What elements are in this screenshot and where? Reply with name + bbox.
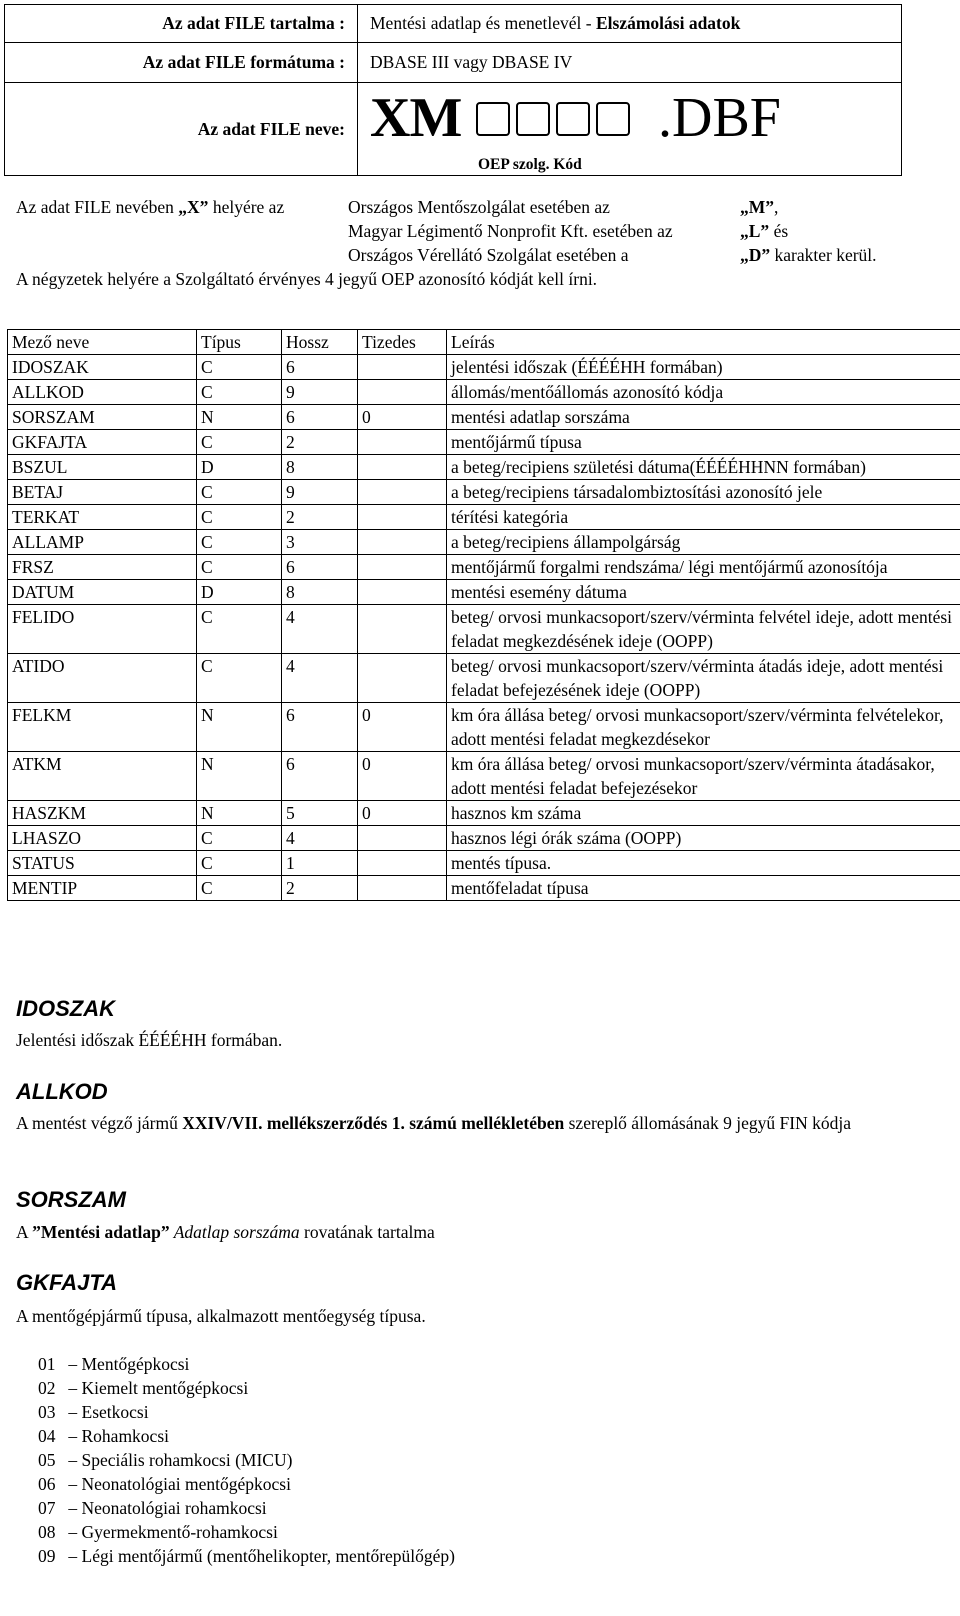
table-row bbox=[8, 654, 960, 703]
field-length: 6 bbox=[282, 703, 358, 752]
list-item bbox=[38, 1352, 455, 1376]
header-field-name: Mező neve bbox=[8, 330, 197, 355]
field-decimals bbox=[358, 480, 447, 505]
header-description: Leírás bbox=[447, 330, 960, 355]
table-row bbox=[8, 876, 960, 901]
code-box bbox=[516, 102, 550, 136]
content-value: Mentési adatlap és menetlevél - Elszámolási adatok bbox=[358, 5, 902, 43]
vehicle-label: – Speciális rohamkocsi (MICU) bbox=[68, 1450, 293, 1470]
field-decimals bbox=[358, 654, 447, 703]
field-length: 3 bbox=[282, 530, 358, 555]
field-length: 2 bbox=[282, 430, 358, 455]
char-d: „D” karakter kerül. bbox=[740, 245, 877, 265]
org-air-rescue: Magyar Légimentő Nonprofit Kft. esetében az bbox=[348, 221, 673, 241]
field-description: a beteg/recipiens születési dátuma(ÉÉÉÉHHNN formában) bbox=[447, 455, 960, 480]
fields-table bbox=[7, 329, 960, 901]
section-text-sorszam: A ”Mentési adatlap” Adatlap sorszáma rovatának tartalma bbox=[16, 1222, 435, 1242]
field-description: mentés típusa. bbox=[447, 851, 960, 876]
field-name: TERKAT bbox=[8, 505, 197, 530]
field-decimals bbox=[358, 580, 447, 605]
file-name-extension: .DBF bbox=[658, 87, 781, 149]
field-description: hasznos légi órák száma (OOPP) bbox=[447, 826, 960, 851]
table-row bbox=[8, 380, 960, 405]
list-item bbox=[38, 1520, 455, 1544]
field-description: a beteg/recipiens állampolgárság bbox=[447, 530, 960, 555]
field-length: 1 bbox=[282, 851, 358, 876]
vehicle-code: 02 bbox=[38, 1378, 56, 1398]
field-decimals bbox=[358, 851, 447, 876]
section-title-sorszam: SORSZAM bbox=[16, 1187, 126, 1212]
field-description: a beteg/recipiens társadalombiztosítási azonosító jele bbox=[447, 480, 960, 505]
field-name: DATUM bbox=[8, 580, 197, 605]
field-name: ALLKOD bbox=[8, 380, 197, 405]
vehicle-label: – Légi mentőjármű (mentőhelikopter, mentőrepülőgép) bbox=[68, 1546, 455, 1566]
table-row bbox=[8, 851, 960, 876]
content-label: Az adat FILE tartalma : bbox=[5, 5, 358, 43]
section-text-gkfajta: A mentőgépjármű típusa, alkalmazott mentőegység típusa. bbox=[16, 1306, 426, 1326]
field-decimals bbox=[358, 530, 447, 555]
field-length: 8 bbox=[282, 580, 358, 605]
table-header-row bbox=[8, 330, 960, 355]
field-decimals: 0 bbox=[358, 801, 447, 826]
section-title-gkfajta: GKFAJTA bbox=[16, 1270, 118, 1295]
field-length: 4 bbox=[282, 605, 358, 654]
format-label: Az adat FILE formátuma : bbox=[5, 43, 358, 83]
vehicle-code-list bbox=[38, 1352, 455, 1568]
table-row bbox=[8, 580, 960, 605]
field-description: mentőfeladat típusa bbox=[447, 876, 960, 901]
table-row bbox=[8, 530, 960, 555]
field-description: mentőjármű forgalmi rendszáma/ légi mentőjármű azonosítója bbox=[447, 555, 960, 580]
section-title-idoszak: IDOSZAK bbox=[16, 996, 115, 1021]
table-row bbox=[8, 752, 960, 801]
field-name: IDOSZAK bbox=[8, 355, 197, 380]
org-blood-service: Országos Vérellátó Szolgálat esetében a bbox=[348, 245, 629, 265]
file-name-cell bbox=[358, 83, 902, 176]
field-length: 6 bbox=[282, 555, 358, 580]
field-type: C bbox=[197, 826, 282, 851]
list-item bbox=[38, 1376, 455, 1400]
org-ambulance: Országos Mentőszolgálat esetében az bbox=[348, 197, 610, 217]
explanation-line4: A négyzetek helyére a Szolgáltató érvényes 4 jegyű OEP azonosító kódját kell írni. bbox=[16, 269, 598, 289]
field-length: 6 bbox=[282, 355, 358, 380]
field-type: N bbox=[197, 703, 282, 752]
fields-table-body bbox=[8, 355, 960, 901]
field-name: FELKM bbox=[8, 703, 197, 752]
field-type: C bbox=[197, 851, 282, 876]
vehicle-label: – Gyermekmentő-rohamkocsi bbox=[68, 1522, 278, 1542]
field-type: C bbox=[197, 430, 282, 455]
explanation-line1: Az adat FILE nevében „X” helyére az bbox=[16, 197, 285, 217]
field-type: C bbox=[197, 605, 282, 654]
field-description: mentőjármű típusa bbox=[447, 430, 960, 455]
table-row bbox=[8, 505, 960, 530]
field-name: STATUS bbox=[8, 851, 197, 876]
field-description: km óra állása beteg/ orvosi munkacsoport/szerv/vérminta felvételekor, adott mentési feladat megkezdésekor bbox=[447, 703, 960, 752]
field-name: ATIDO bbox=[8, 654, 197, 703]
header-decimals: Tizedes bbox=[358, 330, 447, 355]
field-type: C bbox=[197, 380, 282, 405]
table-row bbox=[8, 480, 960, 505]
vehicle-code: 06 bbox=[38, 1474, 56, 1494]
vehicle-label: – Neonatológiai rohamkocsi bbox=[68, 1498, 267, 1518]
field-decimals bbox=[358, 505, 447, 530]
field-decimals: 0 bbox=[358, 703, 447, 752]
table-row bbox=[8, 430, 960, 455]
code-box bbox=[596, 102, 630, 136]
list-item bbox=[38, 1472, 455, 1496]
char-m: „M”, bbox=[740, 197, 779, 217]
vehicle-code: 05 bbox=[38, 1450, 56, 1470]
file-name-caption: OEP szolg. Kód bbox=[478, 156, 582, 173]
field-length: 6 bbox=[282, 405, 358, 430]
field-decimals bbox=[358, 876, 447, 901]
field-name: LHASZO bbox=[8, 826, 197, 851]
field-decimals bbox=[358, 455, 447, 480]
vehicle-code: 03 bbox=[38, 1402, 56, 1422]
table-row bbox=[8, 703, 960, 752]
field-name: HASZKM bbox=[8, 801, 197, 826]
oep-code-boxes bbox=[476, 102, 636, 136]
field-description: mentési esemény dátuma bbox=[447, 580, 960, 605]
field-type: D bbox=[197, 580, 282, 605]
table-row bbox=[8, 605, 960, 654]
field-description: beteg/ orvosi munkacsoport/szerv/vérminta felvétel ideje, adott mentési feladat megkezdésének ideje (OOPP) bbox=[447, 605, 960, 654]
vehicle-label: – Neonatológiai mentőgépkocsi bbox=[68, 1474, 291, 1494]
field-type: C bbox=[197, 654, 282, 703]
field-decimals: 0 bbox=[358, 405, 447, 430]
table-row bbox=[8, 826, 960, 851]
section-title-allkod: ALLKOD bbox=[16, 1079, 108, 1104]
field-name: BETAJ bbox=[8, 480, 197, 505]
field-name: GKFAJTA bbox=[8, 430, 197, 455]
list-item bbox=[38, 1400, 455, 1424]
vehicle-code: 08 bbox=[38, 1522, 56, 1542]
field-type: N bbox=[197, 752, 282, 801]
table-row bbox=[8, 355, 960, 380]
field-name: MENTIP bbox=[8, 876, 197, 901]
field-description: állomás/mentőállomás azonosító kódja bbox=[447, 380, 960, 405]
field-decimals bbox=[358, 380, 447, 405]
list-item bbox=[38, 1544, 455, 1568]
file-header-table bbox=[4, 4, 902, 176]
field-type: C bbox=[197, 876, 282, 901]
field-name: BSZUL bbox=[8, 455, 197, 480]
field-type: C bbox=[197, 355, 282, 380]
vehicle-label: – Kiemelt mentőgépkocsi bbox=[68, 1378, 249, 1398]
field-description: térítési kategória bbox=[447, 505, 960, 530]
field-type: D bbox=[197, 455, 282, 480]
field-type: C bbox=[197, 530, 282, 555]
field-description: mentési adatlap sorszáma bbox=[447, 405, 960, 430]
field-type: C bbox=[197, 480, 282, 505]
table-row bbox=[8, 555, 960, 580]
list-item bbox=[38, 1448, 455, 1472]
name-label: Az adat FILE neve: bbox=[5, 83, 358, 176]
field-description: hasznos km száma bbox=[447, 801, 960, 826]
field-name: SORSZAM bbox=[8, 405, 197, 430]
field-decimals bbox=[358, 605, 447, 654]
section-text-idoszak: Jelentési időszak ÉÉÉÉHH formában. bbox=[16, 1030, 283, 1050]
field-name: FRSZ bbox=[8, 555, 197, 580]
field-name: ATKM bbox=[8, 752, 197, 801]
format-value: DBASE III vagy DBASE IV bbox=[358, 43, 902, 83]
field-length: 2 bbox=[282, 876, 358, 901]
field-length: 4 bbox=[282, 654, 358, 703]
field-description: jelentési időszak (ÉÉÉÉHH formában) bbox=[447, 355, 960, 380]
vehicle-code: 04 bbox=[38, 1426, 56, 1446]
table-row bbox=[8, 405, 960, 430]
field-decimals bbox=[358, 555, 447, 580]
field-length: 9 bbox=[282, 380, 358, 405]
field-length: 8 bbox=[282, 455, 358, 480]
field-decimals bbox=[358, 355, 447, 380]
header-length: Hossz bbox=[282, 330, 358, 355]
vehicle-label: – Esetkocsi bbox=[68, 1402, 149, 1422]
list-item bbox=[38, 1496, 455, 1520]
field-length: 9 bbox=[282, 480, 358, 505]
field-type: C bbox=[197, 555, 282, 580]
field-decimals bbox=[358, 430, 447, 455]
list-item bbox=[38, 1424, 455, 1448]
field-length: 6 bbox=[282, 752, 358, 801]
file-name-prefix: XM bbox=[370, 87, 462, 149]
vehicle-label: – Mentőgépkocsi bbox=[68, 1354, 190, 1374]
vehicle-code: 09 bbox=[38, 1546, 56, 1566]
field-type: N bbox=[197, 801, 282, 826]
code-box bbox=[556, 102, 590, 136]
vehicle-code: 07 bbox=[38, 1498, 56, 1518]
header-type: Típus bbox=[197, 330, 282, 355]
field-description: beteg/ orvosi munkacsoport/szerv/vérminta átadás ideje, adott mentési feladat befejezésének ideje (OOPP) bbox=[447, 654, 960, 703]
field-name: ALLAMP bbox=[8, 530, 197, 555]
field-name: FELIDO bbox=[8, 605, 197, 654]
field-decimals: 0 bbox=[358, 752, 447, 801]
table-row bbox=[8, 455, 960, 480]
field-length: 5 bbox=[282, 801, 358, 826]
field-length: 4 bbox=[282, 826, 358, 851]
field-type: N bbox=[197, 405, 282, 430]
field-length: 2 bbox=[282, 505, 358, 530]
section-text-allkod: A mentést végző jármű XXIV/VII. mellékszerződés 1. számú mellékletében szereplő állomásának 9 jegyű FIN kódja bbox=[16, 1113, 851, 1133]
char-l: „L” és bbox=[740, 221, 789, 241]
vehicle-label: – Rohamkocsi bbox=[68, 1426, 169, 1446]
field-description: km óra állása beteg/ orvosi munkacsoport/szerv/vérminta átadásakor, adott mentési feladat befejezésekor bbox=[447, 752, 960, 801]
code-box bbox=[476, 102, 510, 136]
field-type: C bbox=[197, 505, 282, 530]
vehicle-code: 01 bbox=[38, 1354, 56, 1374]
table-row bbox=[8, 801, 960, 826]
field-decimals bbox=[358, 826, 447, 851]
